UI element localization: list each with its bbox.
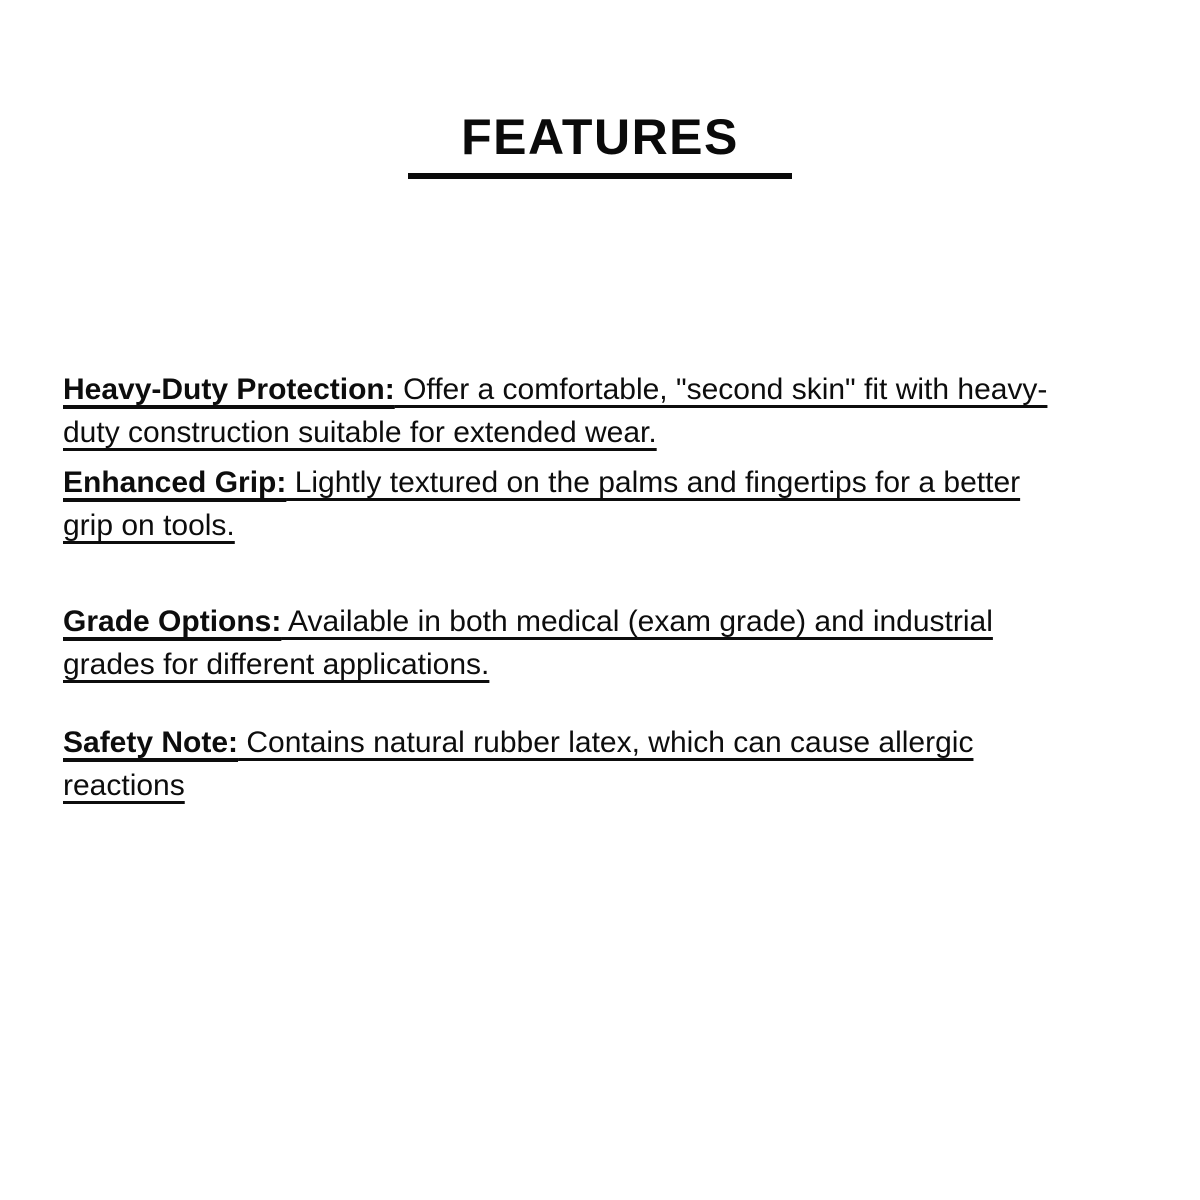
page-title: FEATURES <box>461 109 739 165</box>
feature-grade-options <box>63 600 1188 686</box>
title-underline-rule <box>408 173 792 179</box>
feature-text-line1: Lightly textured on the palms and fingertips for a better <box>286 466 1021 499</box>
feature-label: Heavy-Duty Protection: <box>63 373 395 406</box>
feature-safety-note <box>63 721 1188 807</box>
features-list <box>63 368 1188 807</box>
feature-text-line1: Available in both medical (exam grade) and industrial <box>281 605 993 638</box>
feature-label: Enhanced Grip: <box>63 466 287 499</box>
feature-text-line2: duty construction suitable for extended wear. <box>63 416 657 449</box>
feature-enhanced-grip <box>63 461 1188 547</box>
feature-text-line2: grades for different applications. <box>63 648 490 681</box>
feature-label: Safety Note: <box>63 726 239 759</box>
feature-text-line2: grip on tools. <box>63 509 235 542</box>
feature-text-line1: Contains natural rubber latex, which can cause allergic <box>238 726 974 759</box>
feature-text-line1: Offer a comfortable, "second skin" fit with heavy- <box>394 373 1048 406</box>
feature-heavy-duty-protection <box>63 368 1188 454</box>
feature-text-line2: reactions <box>63 769 185 802</box>
feature-label: Grade Options: <box>63 605 282 638</box>
